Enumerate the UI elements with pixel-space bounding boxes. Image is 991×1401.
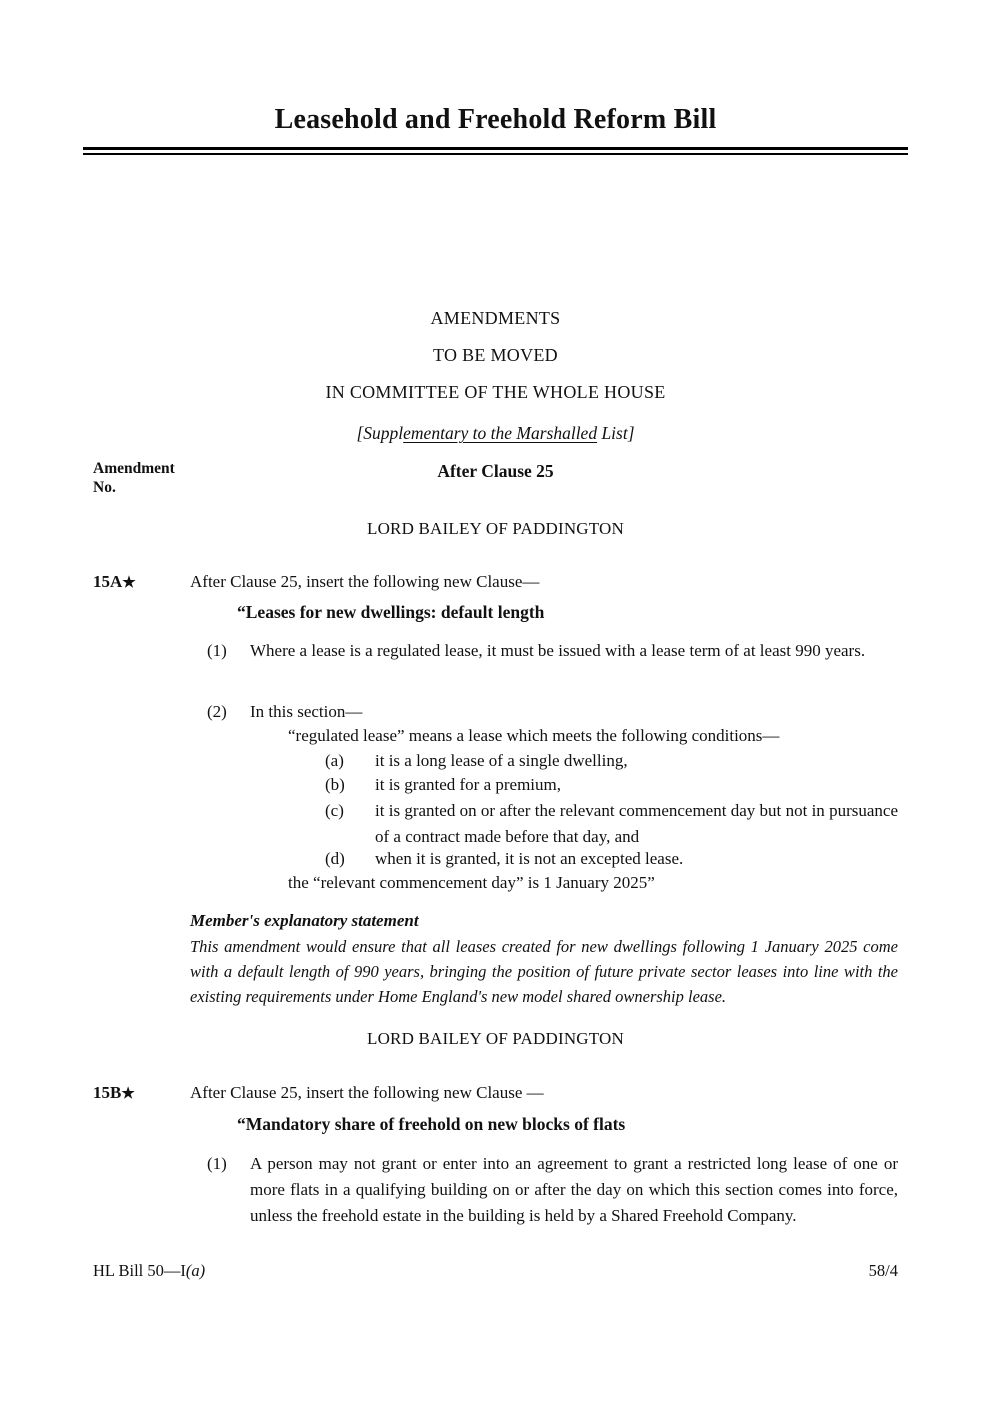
list-item-marker: (a) bbox=[325, 751, 344, 770]
list-item-marker: (d) bbox=[325, 849, 345, 868]
marshalled-list-link[interactable]: ementary to the Marshalled bbox=[403, 423, 598, 443]
amendment-15b-instruction: After Clause 25, insert the following new Clause — bbox=[190, 1083, 544, 1102]
list-item-marker: (c) bbox=[325, 801, 344, 820]
after-clause-25-heading: After Clause 25 bbox=[437, 461, 554, 481]
subsection-text: Where a lease is a regulated lease, it must be issued with a lease term of at least 990 years. bbox=[250, 641, 866, 660]
bill-title: Leasehold and Freehold Reform Bill bbox=[274, 104, 717, 135]
list-item-a bbox=[325, 748, 898, 774]
marshalled-list-note bbox=[0, 423, 991, 444]
list-item-text: it is a long lease of a single dwelling, bbox=[375, 751, 628, 770]
list-item-text: when it is granted, it is not an excepted lease. bbox=[375, 849, 684, 868]
list-item-text: it is granted on or after the relevant commencement day but not in pursuance of a contract made before that day, and bbox=[375, 801, 898, 846]
amendment-15a-instruction: After Clause 25, insert the following new Clause— bbox=[190, 572, 540, 591]
list-item-marker: (b) bbox=[325, 775, 345, 794]
marshalled-note-suffix: List] bbox=[597, 423, 635, 443]
new-amendment-star-icon: ★ bbox=[121, 1086, 135, 1102]
amendment-number-15a bbox=[93, 572, 136, 592]
mover-name-15b: LORD BAILEY OF PADDINGTON bbox=[366, 1029, 625, 1048]
marshalled-note-prefix: [Suppl bbox=[356, 423, 404, 443]
amendment-number-15b bbox=[93, 1083, 135, 1103]
clause-title-15a: “Leases for new dwellings: default length bbox=[237, 602, 545, 622]
footer-bill-reference-text: HL Bill 50—I bbox=[93, 1261, 186, 1280]
amendment-no-label-line2: No. bbox=[93, 479, 116, 496]
subsection-text: In this section— bbox=[250, 702, 363, 721]
subsection-1-15b bbox=[207, 1151, 898, 1228]
amendment-number-15b-text: 15B bbox=[93, 1083, 122, 1102]
amendments-heading: AMENDMENTS bbox=[430, 308, 561, 328]
list-item-d bbox=[325, 846, 898, 872]
explanatory-statement-heading: Member's explanatory statement bbox=[190, 911, 419, 930]
definition-close: the “relevant commencement day” is 1 January 2025” bbox=[288, 873, 655, 892]
subsection-marker: (2) bbox=[207, 702, 227, 721]
subsection-marker: (1) bbox=[207, 641, 227, 660]
clause-title-15b: “Mandatory share of freehold on new blocks of flats bbox=[237, 1114, 626, 1134]
amendment-no-label-line1: Amendment bbox=[93, 460, 175, 477]
subsection-2-15a bbox=[207, 699, 898, 725]
footer-page-number: 58/4 bbox=[868, 1261, 898, 1280]
list-item-c bbox=[325, 798, 898, 849]
footer-bill-reference bbox=[93, 1261, 205, 1281]
subsection-1-15a bbox=[207, 638, 898, 664]
committee-heading: IN COMMITTEE OF THE WHOLE HOUSE bbox=[325, 382, 666, 402]
subsection-marker: (1) bbox=[207, 1154, 227, 1173]
new-amendment-star-icon: ★ bbox=[122, 575, 136, 591]
list-item-b bbox=[325, 772, 898, 798]
explanatory-statement-text: This amendment would ensure that all leases created for new dwellings following 1 January 2025 come with a default length of 990 years, bringing the position of future private sector leases into line with the existing requirements under Home England's new model shared ownership lease. bbox=[190, 937, 898, 1006]
list-item-text: it is granted for a premium, bbox=[375, 775, 562, 794]
amendment-number-15a-text: 15A bbox=[93, 572, 123, 591]
to-be-moved-heading: TO BE MOVED bbox=[433, 345, 558, 365]
definition-intro: “regulated lease” means a lease which meets the following conditions— bbox=[288, 726, 780, 745]
mover-name-15a: LORD BAILEY OF PADDINGTON bbox=[366, 519, 625, 538]
subsection-text: A person may not grant or enter into an agreement to grant a restricted long lease of one or more flats in a qualifying building on or after the day on which this section comes into force, unless the freehold estate in the building is held by a Shared Freehold Company. bbox=[250, 1154, 898, 1225]
title-double-rule bbox=[83, 147, 908, 155]
footer-bill-reference-suffix: (a) bbox=[185, 1261, 206, 1280]
